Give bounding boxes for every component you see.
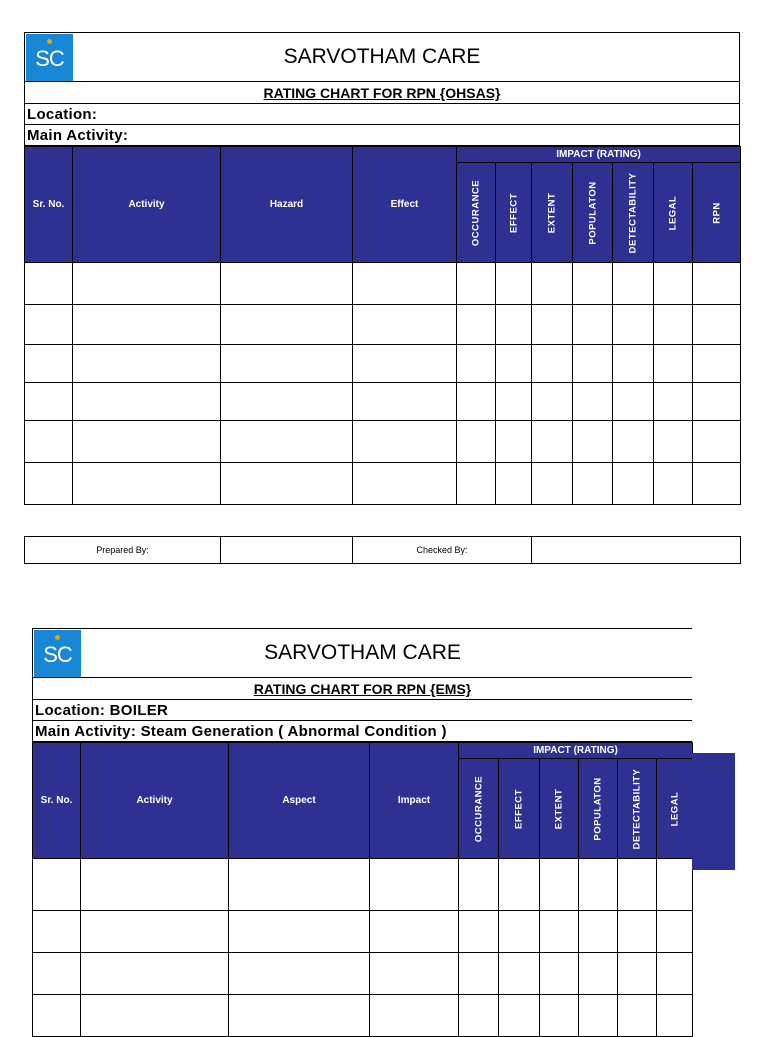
signature-strip bbox=[24, 536, 740, 564]
table-cell[interactable] bbox=[221, 463, 353, 505]
title-row bbox=[32, 628, 692, 678]
table-cell[interactable] bbox=[73, 305, 221, 345]
col-populaton: POPULATON bbox=[579, 759, 618, 859]
table-cell[interactable] bbox=[618, 911, 657, 953]
table-cell[interactable] bbox=[654, 305, 693, 345]
table-cell[interactable] bbox=[657, 911, 693, 953]
table-cell[interactable] bbox=[496, 421, 532, 463]
col-populaton: POPULATON bbox=[573, 163, 613, 263]
table-cell[interactable] bbox=[459, 859, 499, 911]
table-row bbox=[33, 859, 693, 911]
prepared-by-label: Prepared By: bbox=[25, 537, 221, 564]
table-cell[interactable] bbox=[25, 421, 73, 463]
table-cell[interactable] bbox=[229, 911, 370, 953]
table-cell[interactable] bbox=[532, 463, 573, 505]
table-cell[interactable] bbox=[459, 911, 499, 953]
table-cell[interactable] bbox=[613, 463, 654, 505]
table-cell[interactable] bbox=[221, 345, 353, 383]
table-cell[interactable] bbox=[532, 421, 573, 463]
table-cell[interactable] bbox=[579, 953, 618, 995]
table-cell[interactable] bbox=[499, 953, 540, 995]
table-cell[interactable] bbox=[693, 421, 741, 463]
table-cell[interactable] bbox=[229, 953, 370, 995]
table-cell[interactable] bbox=[613, 383, 654, 421]
col-legal: LEGAL bbox=[654, 163, 693, 263]
table-row bbox=[25, 383, 741, 421]
col-occurance: OCCURANCE bbox=[459, 759, 499, 859]
col-effect: Effect bbox=[353, 147, 457, 263]
table-cell[interactable] bbox=[229, 859, 370, 911]
col-sr-no: Sr. No. bbox=[33, 743, 81, 859]
table-cell[interactable] bbox=[457, 345, 496, 383]
table-cell[interactable] bbox=[618, 859, 657, 911]
table-row bbox=[25, 345, 741, 383]
table-cell[interactable] bbox=[353, 463, 457, 505]
table-row bbox=[25, 305, 741, 345]
table-cell[interactable] bbox=[496, 305, 532, 345]
table-cell[interactable] bbox=[613, 345, 654, 383]
table-cell[interactable] bbox=[457, 263, 496, 305]
table-row bbox=[25, 263, 741, 305]
table-cell[interactable] bbox=[654, 263, 693, 305]
table-row bbox=[25, 463, 741, 505]
table-cell[interactable] bbox=[33, 911, 81, 953]
chart-title: RATING CHART FOR RPN {OHSAS} bbox=[24, 82, 740, 104]
col-effect-rating: EFFECT bbox=[496, 163, 532, 263]
table-cell[interactable] bbox=[693, 305, 741, 345]
table-cell[interactable] bbox=[353, 383, 457, 421]
table-cell[interactable] bbox=[221, 383, 353, 421]
table-cell[interactable] bbox=[353, 263, 457, 305]
table-cell[interactable] bbox=[532, 305, 573, 345]
table-cell[interactable] bbox=[73, 463, 221, 505]
table-cell[interactable] bbox=[654, 345, 693, 383]
main-activity-field[interactable]: Main Activity: bbox=[24, 125, 740, 146]
impact-rating-header: IMPACT (RATING) bbox=[459, 743, 693, 759]
table-cell[interactable] bbox=[496, 383, 532, 421]
table-cell[interactable] bbox=[73, 421, 221, 463]
logo-dot bbox=[47, 39, 52, 44]
col-aspect: Aspect bbox=[229, 743, 370, 859]
ems-rating-sheet bbox=[32, 628, 692, 1037]
table-cell[interactable] bbox=[221, 305, 353, 345]
table-cell[interactable] bbox=[499, 859, 540, 911]
col-detectability: DETECTABILITY bbox=[618, 759, 657, 859]
table-cell[interactable] bbox=[579, 911, 618, 953]
logo-dot bbox=[55, 635, 60, 640]
table-row bbox=[33, 911, 693, 953]
table-cell[interactable] bbox=[25, 463, 73, 505]
company-name: SARVOTHAM CARE bbox=[283, 45, 481, 68]
table-cell[interactable] bbox=[370, 859, 459, 911]
location-field[interactable]: Location: BOILER bbox=[32, 700, 692, 721]
table-cell[interactable] bbox=[693, 345, 741, 383]
col-legal: LEGAL bbox=[657, 759, 693, 859]
table-cell[interactable] bbox=[496, 345, 532, 383]
col-detectability: DETECTABILITY bbox=[613, 163, 654, 263]
table-cell[interactable] bbox=[540, 953, 579, 995]
table-row bbox=[33, 995, 693, 1037]
table-cell[interactable] bbox=[457, 383, 496, 421]
table-cell[interactable] bbox=[457, 421, 496, 463]
table-cell[interactable] bbox=[579, 859, 618, 911]
table-cell[interactable] bbox=[654, 421, 693, 463]
table-cell[interactable] bbox=[25, 305, 73, 345]
table-cell[interactable] bbox=[540, 995, 579, 1037]
table-cell[interactable] bbox=[496, 263, 532, 305]
title-row bbox=[24, 32, 740, 82]
table-cell[interactable] bbox=[353, 305, 457, 345]
col-activity: Activity bbox=[81, 743, 229, 859]
col-activity: Activity bbox=[73, 147, 221, 263]
table-cell[interactable] bbox=[613, 421, 654, 463]
table-cell[interactable] bbox=[499, 995, 540, 1037]
table-cell[interactable] bbox=[573, 345, 613, 383]
table-cell[interactable] bbox=[693, 263, 741, 305]
impact-rating-header: IMPACT (RATING) bbox=[457, 147, 741, 163]
col-occurance: OCCURANCE bbox=[457, 163, 496, 263]
table-cell[interactable] bbox=[33, 995, 81, 1037]
table-cell[interactable] bbox=[33, 859, 81, 911]
table-cell[interactable] bbox=[573, 421, 613, 463]
table-cell[interactable] bbox=[654, 463, 693, 505]
rpn-header-overflow-block bbox=[692, 753, 735, 870]
table-cell[interactable] bbox=[618, 953, 657, 995]
table-row bbox=[25, 421, 741, 463]
table-cell[interactable] bbox=[81, 995, 229, 1037]
ohsas-rating-table bbox=[24, 146, 741, 505]
table-cell[interactable] bbox=[693, 383, 741, 421]
prepared-by-field[interactable] bbox=[221, 537, 353, 564]
main-activity-field[interactable]: Main Activity: Steam Generation ( Abnormal Condition ) bbox=[32, 721, 692, 742]
logo-text: SC bbox=[43, 641, 72, 667]
ohsas-rating-sheet bbox=[24, 32, 740, 505]
table-cell[interactable] bbox=[657, 953, 693, 995]
table-cell[interactable] bbox=[657, 859, 693, 911]
table-cell[interactable] bbox=[618, 995, 657, 1037]
table-cell[interactable] bbox=[25, 383, 73, 421]
col-extent: EXTENT bbox=[540, 759, 579, 859]
table-cell[interactable] bbox=[540, 859, 579, 911]
table-cell[interactable] bbox=[657, 995, 693, 1037]
location-field[interactable]: Location: bbox=[24, 104, 740, 125]
table-cell[interactable] bbox=[457, 463, 496, 505]
table-cell[interactable] bbox=[81, 911, 229, 953]
table-cell[interactable] bbox=[370, 911, 459, 953]
table-cell[interactable] bbox=[221, 421, 353, 463]
table-cell[interactable] bbox=[353, 345, 457, 383]
col-extent: EXTENT bbox=[532, 163, 573, 263]
col-effect-rating: EFFECT bbox=[499, 759, 540, 859]
table-cell[interactable] bbox=[532, 263, 573, 305]
table-cell[interactable] bbox=[33, 953, 81, 995]
table-cell[interactable] bbox=[370, 995, 459, 1037]
table-cell[interactable] bbox=[613, 305, 654, 345]
table-cell[interactable] bbox=[532, 383, 573, 421]
table-cell[interactable] bbox=[229, 995, 370, 1037]
table-cell[interactable] bbox=[540, 911, 579, 953]
col-hazard: Hazard bbox=[221, 147, 353, 263]
table-cell[interactable] bbox=[573, 263, 613, 305]
table-cell[interactable] bbox=[459, 995, 499, 1037]
table-cell[interactable] bbox=[459, 953, 499, 995]
company-name: SARVOTHAM CARE bbox=[264, 641, 461, 664]
table-cell[interactable] bbox=[457, 305, 496, 345]
table-cell[interactable] bbox=[573, 463, 613, 505]
table-cell[interactable] bbox=[613, 263, 654, 305]
table-cell[interactable] bbox=[221, 263, 353, 305]
table-cell[interactable] bbox=[73, 263, 221, 305]
table-cell[interactable] bbox=[573, 383, 613, 421]
table-cell[interactable] bbox=[25, 263, 73, 305]
table-cell[interactable] bbox=[353, 421, 457, 463]
table-cell[interactable] bbox=[573, 305, 613, 345]
table-cell[interactable] bbox=[693, 463, 741, 505]
table-cell[interactable] bbox=[579, 995, 618, 1037]
ems-rating-table bbox=[32, 742, 693, 1037]
table-cell[interactable] bbox=[25, 345, 73, 383]
table-cell[interactable] bbox=[81, 953, 229, 995]
table-cell[interactable] bbox=[73, 383, 221, 421]
checked-by-field[interactable] bbox=[532, 537, 741, 564]
table-cell[interactable] bbox=[499, 911, 540, 953]
table-cell[interactable] bbox=[73, 345, 221, 383]
table-row bbox=[33, 953, 693, 995]
table-cell[interactable] bbox=[496, 463, 532, 505]
col-rpn: RPN bbox=[693, 163, 741, 263]
col-sr-no: Sr. No. bbox=[25, 147, 73, 263]
col-impact: Impact bbox=[370, 743, 459, 859]
checked-by-label: Checked By: bbox=[353, 537, 532, 564]
table-cell[interactable] bbox=[654, 383, 693, 421]
table-cell[interactable] bbox=[370, 953, 459, 995]
table-cell[interactable] bbox=[532, 345, 573, 383]
table-cell[interactable] bbox=[81, 859, 229, 911]
logo-text: SC bbox=[35, 45, 64, 71]
chart-title: RATING CHART FOR RPN {EMS} bbox=[32, 678, 692, 700]
